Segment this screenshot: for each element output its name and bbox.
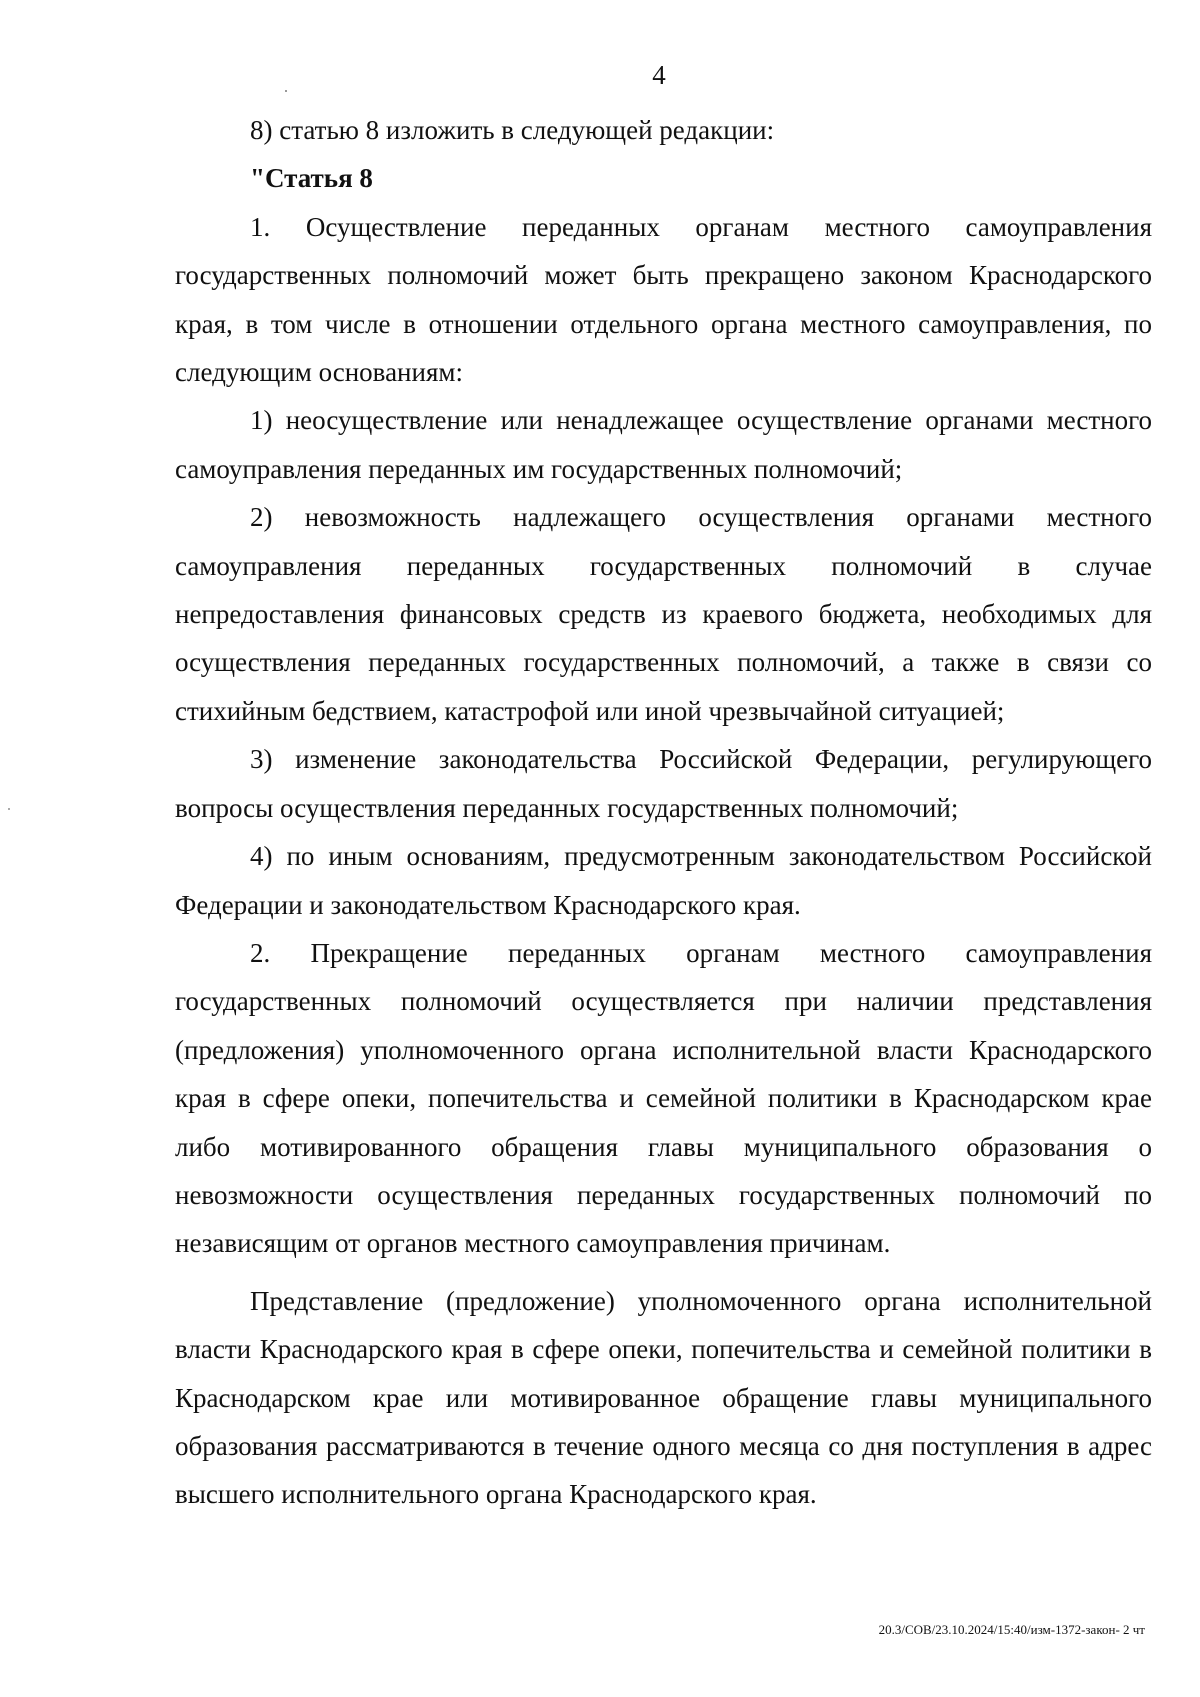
page-number: 4 bbox=[652, 60, 666, 90]
article-heading: "Статья 8 bbox=[250, 163, 373, 194]
scan-speck bbox=[285, 90, 287, 92]
scan-speck bbox=[8, 808, 10, 810]
paragraph-2: 2. Прекращение переданных органам местного самоуправления государственных полномочий осуществляется при наличии представления (предложения) уполномоченного органа исполнительной власти Краснодарского края в сфере опеки, попечительства и семейной политики в Краснодарском крае либо мотивированного обращения главы муниципального образования о невозможности осуществления переданных государственных полномочий по независящим от органов местного самоуправления причинам. bbox=[175, 937, 1152, 1259]
intro-paragraph: 8) статью 8 изложить в следующей редакции: bbox=[250, 115, 775, 145]
footer-document-code: 20.3/СОВ/23.10.2024/15:40/изм-1372-закон- 2 чт bbox=[878, 1622, 1145, 1637]
document-body bbox=[175, 106, 1152, 1519]
list-item-3: 3) изменение законодательства Российской Федерации, регулирующего вопросы осуществления переданных государственных полномочий; bbox=[175, 744, 1152, 823]
list-item-2: 2) невозможность надлежащего осуществления органами местного самоуправления переданных государственных полномочий в случае непредоставления финансовых средств из краевого бюджета, необходимых для осуществления переданных государственных полномочий, а также в связи со стихийным бедствием, катастрофой или иной чрезвычайной ситуацией; bbox=[175, 502, 1152, 726]
list-item-1: 1) неосуществление или ненадлежащее осуществление органами местного самоуправления переданных им государственных полномочий; bbox=[175, 405, 1152, 484]
paragraph-3: Представление (предложение) уполномоченного органа исполнительной власти Краснодарского края в сфере опеки, попечительства и семейной политики в Краснодарском крае или мотивированное обращение главы муниципального образования рассматриваются в течение одного месяца со дня поступления в адрес высшего исполнительного органа Краснодарского края. bbox=[175, 1285, 1152, 1510]
paragraph-1: 1. Осуществление переданных органам местного самоуправления государственных полномочий может быть прекращено законом Краснодарского края, в том числе в отношении отдельного органа местного самоуправления, по следующим основаниям: bbox=[175, 211, 1152, 388]
list-item-4: 4) по иным основаниям, предусмотренным законодательством Российской Федерации и законодательством Краснодарского края. bbox=[175, 841, 1152, 920]
